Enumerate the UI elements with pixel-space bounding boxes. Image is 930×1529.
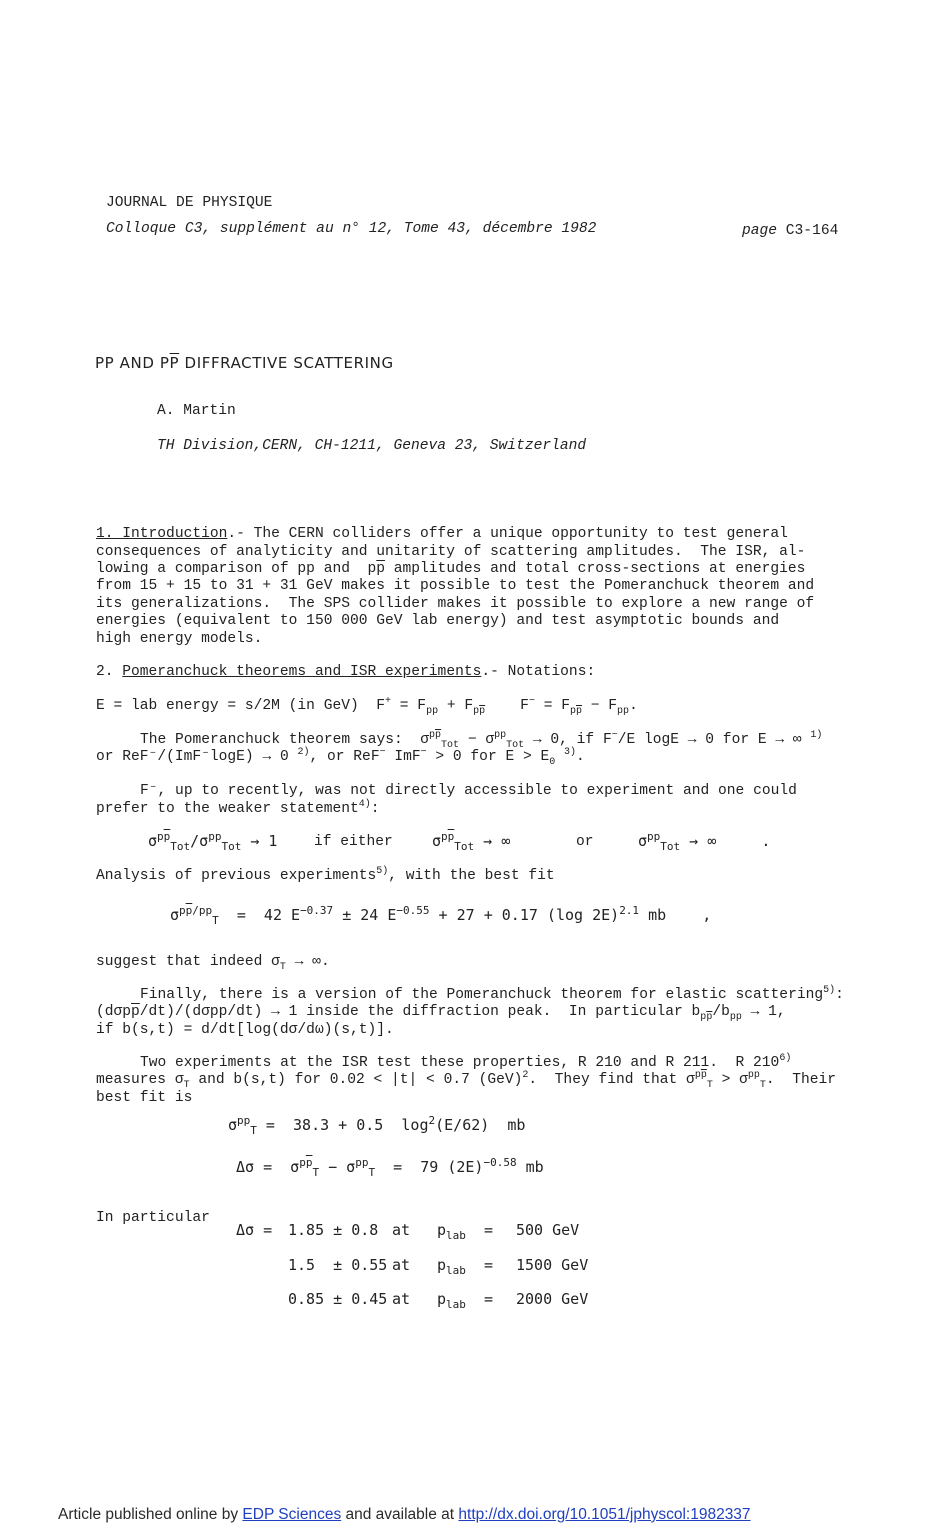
finally-text: Finally, there is a version of the Pomeranchuck theorem for elastic scattering [140,987,824,1003]
suggest-line: suggest that indeed $\sigma_T$ → ∞. [96,954,330,973]
result-plab-label-1: $p_{lab}$ = [437,1221,493,1242]
section2-notations: .- Notations: [481,664,596,680]
result-at-1: at [392,1221,411,1239]
or-ref: or ReF⁻/(ImF⁻logE) → 0 [96,749,289,765]
two-experiments-line-1: Two experiments at the ISR test these properties, R 210 and R 211. R 210$^{6)}$ [140,1053,792,1071]
result-at-2: at [392,1256,411,1274]
pomeranchuck-says: The Pomeranchuck theorem says: [140,732,403,748]
finally-line-2: $(d\sigma p\overline{p}/dt)/(d\sigma pp/dt) \to 1$ inside the diffraction peak. In particular $b_{p\overline{p}}/b_{pp} \to 1$, [96,1004,786,1023]
weaker-statement-equation: $\sigma^{p\overline{p}}_{Tot}/\sigma^{pp}_{Tot} \to 1$ [148,830,278,853]
result-at-3: at [392,1290,411,1308]
page-number-value: C3-164 [785,223,839,239]
page-number [742,223,838,240]
two-experiments-line-2: measures $\sigma_T$ and b(s,t) for 0.02 < |t| < 0.7 (GeV)$^2$. They find that $\sigma^{p\overline{p}}_T > \sigma^{pp}_T$. Their [96,1070,836,1091]
result-plab-1: 500 GeV [516,1221,580,1239]
intro-heading: 1. Introduction [96,526,228,542]
weaker-statement: prefer to the weaker statement [96,801,359,817]
footer-prefix: Article published online by [58,1506,239,1523]
intro-line-1 [96,526,788,543]
best-fit-equation: $\sigma^{p\overline{p}/pp}_T = 42$ $E^{-0.37} \pm 24$ $E^{-0.55} + 27 + 0.17$ (log 2E)$^{2.1}$ mb , [170,904,712,927]
result-plab-label-3: $p_{lab}$ = [437,1290,493,1311]
publisher-link[interactable]: EDP Sciences [242,1506,342,1523]
f-minus-line-2: prefer to the weaker statement$^{4)}$: [96,799,380,817]
page-label: page [742,223,778,239]
best-fit-tail: , with the best fit [388,868,555,884]
f-minus-line-1: F⁻, up to recently, was not directly accessible to experiment and one could [140,783,797,799]
paper-title: PP AND $P\overline{P}$ DIFFRACTIVE SCATTERING [95,354,394,372]
footer-middle: and available at [345,1506,455,1523]
finally-line-1: Finally, there is a version of the Pomeranchuck theorem for elastic scattering$^{5)}$: [140,985,844,1003]
section2-title: Pomeranchuck theorems and ISR experiments [122,664,482,680]
journal-name: JOURNAL DE PHYSIQUE [106,195,273,211]
best-fit-is: best fit is [96,1090,193,1106]
analysis-line: Analysis of previous experiments$^{5)}$, with the best fit [96,866,555,884]
result-plab-2: 1500 GeV [516,1256,589,1274]
measures-text: measures σ [96,1072,184,1088]
delta-sigma-equation: $\Delta\sigma = \sigma^{p\overline{p}}_T - \sigma^{pp}_T = 79$ $(2E)^{-0.58}$ mb [236,1156,544,1179]
pomeranchuck-line-2: or ReF⁻/(ImF⁻logE) → 0 $^{2)}$, or ReF− ImF− > 0 for $E > E_0$ $^{3)}$. [96,747,585,768]
author: A. Martin [157,403,236,419]
result-value-3: 0.85 ± 0.45 [288,1290,388,1308]
sigma-ppbar-infinity: $\sigma^{p\overline{p}}_{Tot}$ → ∞ [432,830,511,853]
lab-energy: E = lab energy = s/2M (in GeV) [96,698,359,714]
finally-line-3: if b(s,t) = d/dt[log(dσ/dω)(s,t)]. [96,1022,394,1038]
intro-line-7: high energy models. [96,631,263,647]
sigma-pp-fit-equation: $\sigma^{pp}_T = 38.3 + 0.5$ $\log^2(E/62)$ mb [228,1114,526,1137]
intro-text-1: .- The CERN colliders offer a unique opportunity to test general [227,526,788,542]
intro-line-5: its generalizations. The SPS collider makes it possible to explore a new range of [96,596,815,612]
result-value-1: 1.85 ± 0.8 [288,1221,379,1239]
intro-line-4: from 15 + 15 to 31 + 31 GeV makes it possible to test the Pomeranchuck theorem and [96,578,815,594]
measures-range: and b(s,t) for 0.02 < |t| < 0.7 (GeV) [189,1072,523,1088]
result-plab-label-2: $p_{lab}$ = [437,1256,493,1277]
analysis-text: Analysis of previous experiments [96,868,377,884]
intro-line-6: energies (equivalent to 150 000 GeV lab energy) and test asymptotic bounds and [96,613,780,629]
section2-number: 2. [96,664,114,680]
in-particular: In particular [96,1210,210,1226]
their-word: Their [792,1072,836,1088]
intro-line-3: lowing a comparison of pp and $p\overline{p}$ amplitudes and total cross-sections at energies [96,561,806,577]
they-find: . They find that σ [528,1072,695,1088]
suggest-text: suggest that indeed σ [96,954,280,970]
colloque-line: Colloque C3, supplément au n° 12, Tome 43, décembre 1982 [106,221,597,237]
pomeranchuck-line-1: The Pomeranchuck theorem says: $\sigma^{p\overline{p}}_{Tot} - \sigma^{pp}_{Tot} \to 0$, if F−/E logE → 0 for E → ∞ $^{1)}$ [140,730,823,751]
if-either: if either [314,834,393,850]
affiliation: TH Division,CERN, CH-1211, Geneva 23, Switzerland [157,438,587,454]
two-experiments-text: Two experiments at the ISR test these properties, R 210 and R 211. R 210 [140,1055,780,1071]
result-value-2: 1.5 ± 0.55 [288,1256,388,1274]
sigma-pp-infinity: $\sigma^{pp}_{Tot}$ → ∞ . [638,830,771,853]
or-word: or [576,834,594,850]
notation-line: E = lab energy = s/2M (in GeV) $F^+ = F_{pp} + F_{p\overline{p}}$ $F^- = F_{p\overline{p}} - F_{pp}$. [96,696,638,717]
result-plab-3: 2000 GeV [516,1290,589,1308]
intro-line-2: consequences of analyticity and unitarity of scattering amplitudes. The ISR, al- [96,544,806,560]
footer [58,1506,751,1524]
section2-heading [96,664,595,681]
doi-link[interactable]: http://dx.doi.org/10.1051/jphyscol:1982337 [458,1506,751,1523]
delta-sigma-label: Δσ = [236,1221,273,1239]
